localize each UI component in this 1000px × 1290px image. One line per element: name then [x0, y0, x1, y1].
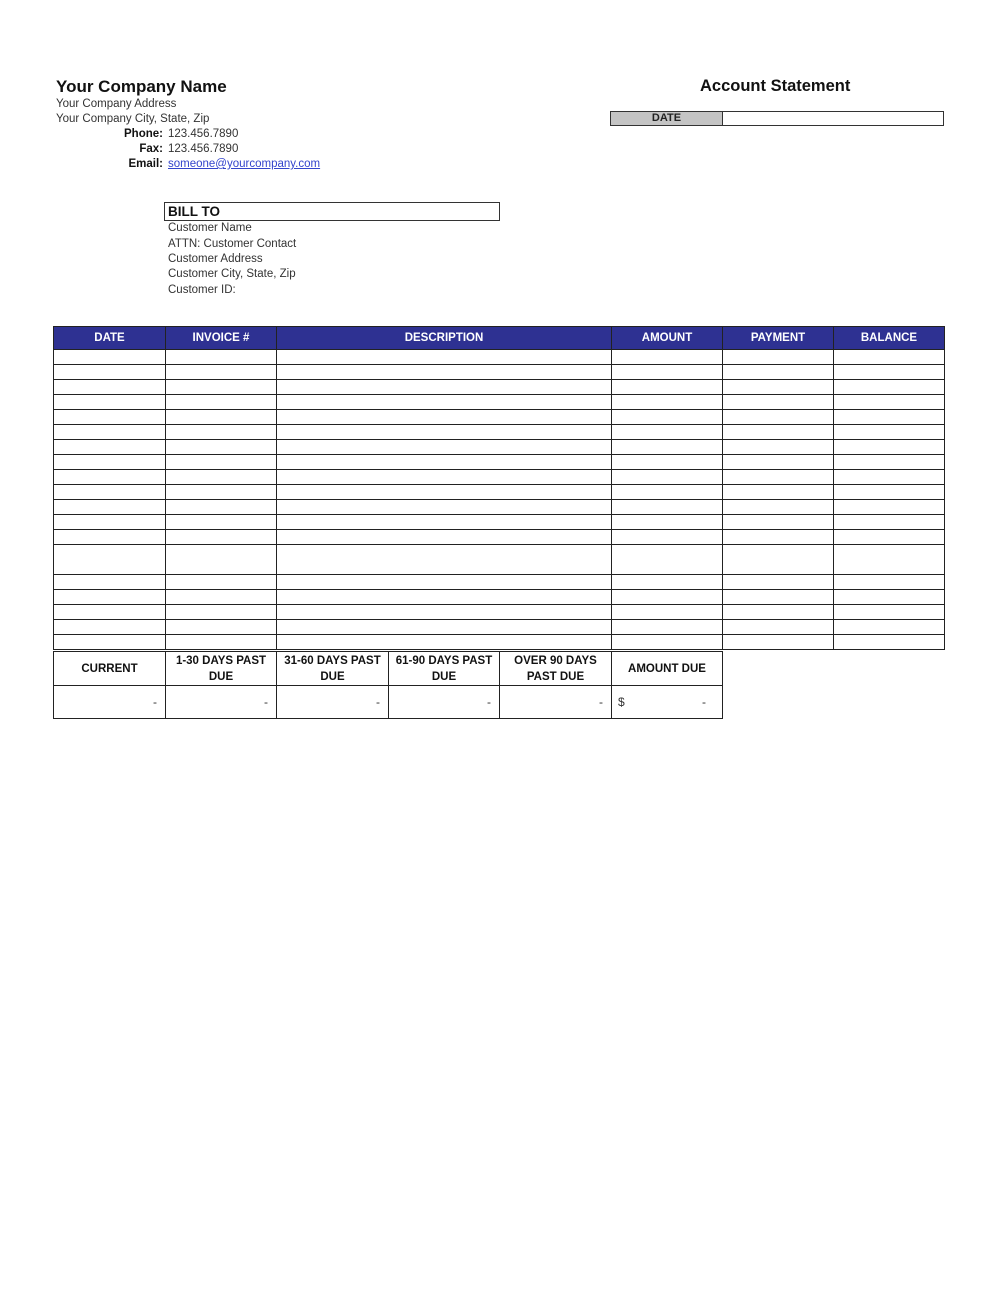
table-cell[interactable]: [54, 425, 166, 440]
table-cell[interactable]: [277, 530, 612, 545]
table-cell[interactable]: [166, 440, 277, 455]
table-cell[interactable]: [723, 530, 834, 545]
table-cell[interactable]: [834, 485, 945, 500]
table-row: [54, 365, 945, 380]
table-header-row: [54, 327, 945, 350]
aging-31-60-label: 31-60 DAYS PAST DUE: [277, 652, 389, 686]
table-cell[interactable]: [834, 620, 945, 635]
table-cell[interactable]: [166, 470, 277, 485]
table-row: [54, 455, 945, 470]
table-cell[interactable]: [166, 545, 277, 575]
table-cell[interactable]: [834, 500, 945, 515]
table-cell[interactable]: [166, 605, 277, 620]
table-cell[interactable]: [277, 575, 612, 590]
date-input[interactable]: [723, 112, 943, 125]
aging-31-60-value[interactable]: -: [277, 686, 389, 719]
amount-due-label: AMOUNT DUE: [612, 652, 723, 686]
table-row: [54, 410, 945, 425]
table-cell[interactable]: [166, 380, 277, 395]
email-label: Email:: [128, 158, 163, 170]
table-cell[interactable]: [277, 425, 612, 440]
table-cell[interactable]: [612, 350, 723, 365]
table-cell[interactable]: [54, 470, 166, 485]
table-cell[interactable]: [54, 350, 166, 365]
company-name: Your Company Name: [56, 77, 227, 96]
col-invoice: INVOICE #: [166, 327, 277, 350]
table-cell[interactable]: [54, 575, 166, 590]
table-cell[interactable]: [277, 545, 612, 575]
table-cell[interactable]: [54, 605, 166, 620]
table-cell[interactable]: [277, 395, 612, 410]
email-link[interactable]: someone@yourcompany.com: [168, 158, 321, 170]
table-cell[interactable]: [834, 515, 945, 530]
table-cell[interactable]: [834, 530, 945, 545]
table-cell[interactable]: [723, 425, 834, 440]
aging-header-row: [54, 652, 723, 686]
amount-due-amount: -: [702, 695, 706, 709]
table-cell[interactable]: [166, 365, 277, 380]
table-cell[interactable]: [612, 470, 723, 485]
table-row: [54, 485, 945, 500]
table-cell[interactable]: [277, 380, 612, 395]
table-cell[interactable]: [612, 440, 723, 455]
table-cell[interactable]: [612, 500, 723, 515]
table-cell[interactable]: [834, 455, 945, 470]
phone-label: Phone:: [124, 128, 163, 140]
customer-address: Customer Address: [168, 253, 263, 265]
table-cell[interactable]: [277, 485, 612, 500]
table-cell[interactable]: [723, 350, 834, 365]
col-description: DESCRIPTION: [277, 327, 612, 350]
table-row: [54, 470, 945, 485]
table-cell[interactable]: [723, 470, 834, 485]
table-cell[interactable]: [723, 605, 834, 620]
table-cell[interactable]: [54, 365, 166, 380]
table-cell[interactable]: [834, 425, 945, 440]
table-row: [54, 575, 945, 590]
col-balance: BALANCE: [834, 327, 945, 350]
table-cell[interactable]: [277, 410, 612, 425]
table-row: [54, 380, 945, 395]
table-cell[interactable]: [723, 365, 834, 380]
fax-label: Fax:: [139, 143, 163, 155]
table-cell[interactable]: [723, 500, 834, 515]
table-cell[interactable]: [54, 590, 166, 605]
table-cell[interactable]: [277, 350, 612, 365]
table-cell[interactable]: [612, 485, 723, 500]
table-cell[interactable]: [166, 575, 277, 590]
table-cell[interactable]: [277, 440, 612, 455]
table-cell[interactable]: [834, 605, 945, 620]
table-cell[interactable]: [54, 545, 166, 575]
table-cell[interactable]: [166, 455, 277, 470]
table-cell[interactable]: [834, 545, 945, 575]
date-label: DATE: [611, 112, 723, 125]
table-cell[interactable]: [166, 635, 277, 650]
company-address: Your Company Address: [56, 98, 177, 110]
customer-contact: ATTN: Customer Contact: [168, 238, 297, 250]
table-cell[interactable]: [612, 425, 723, 440]
table-cell[interactable]: [54, 485, 166, 500]
statement-date-box: [610, 111, 944, 126]
table-cell[interactable]: [612, 395, 723, 410]
table-cell[interactable]: [166, 590, 277, 605]
table-cell[interactable]: [723, 620, 834, 635]
table-cell[interactable]: [166, 620, 277, 635]
table-cell[interactable]: [54, 620, 166, 635]
table-cell[interactable]: [834, 395, 945, 410]
statement-title: Account Statement: [700, 77, 851, 95]
table-cell[interactable]: [277, 455, 612, 470]
table-cell[interactable]: [612, 530, 723, 545]
customer-id: Customer ID:: [168, 284, 236, 296]
table-cell[interactable]: [277, 470, 612, 485]
table-cell[interactable]: [612, 605, 723, 620]
table-cell[interactable]: [166, 500, 277, 515]
bill-to-header: BILL TO: [164, 202, 500, 221]
table-row: [54, 395, 945, 410]
aging-summary-table: [53, 651, 723, 719]
table-cell[interactable]: [723, 575, 834, 590]
table-cell[interactable]: [54, 440, 166, 455]
table-cell[interactable]: [612, 380, 723, 395]
table-cell[interactable]: [723, 455, 834, 470]
phone-value: 123.456.7890: [168, 128, 239, 140]
table-row: [54, 530, 945, 545]
table-cell[interactable]: [166, 350, 277, 365]
table-cell[interactable]: [277, 365, 612, 380]
table-row: [54, 500, 945, 515]
amount-due-value[interactable]: [612, 686, 723, 719]
table-cell[interactable]: [54, 530, 166, 545]
table-cell[interactable]: [277, 635, 612, 650]
table-row: [54, 425, 945, 440]
table-cell[interactable]: [612, 635, 723, 650]
table-cell[interactable]: [723, 635, 834, 650]
table-row: [54, 605, 945, 620]
table-cell[interactable]: [834, 350, 945, 365]
table-cell[interactable]: [612, 455, 723, 470]
table-cell[interactable]: [834, 590, 945, 605]
table-cell[interactable]: [723, 515, 834, 530]
company-city-state-zip: Your Company City, State, Zip: [56, 113, 210, 125]
table-row: [54, 635, 945, 650]
transactions-table: [53, 326, 945, 650]
table-cell[interactable]: [54, 455, 166, 470]
table-row: [54, 620, 945, 635]
table-cell[interactable]: [834, 365, 945, 380]
table-row: [54, 590, 945, 605]
table-cell[interactable]: [723, 395, 834, 410]
aging-current-label: CURRENT: [54, 652, 166, 686]
table-cell[interactable]: [166, 515, 277, 530]
table-cell[interactable]: [834, 635, 945, 650]
table-cell[interactable]: [834, 470, 945, 485]
customer-city-state-zip: Customer City, State, Zip: [168, 268, 296, 280]
table-cell[interactable]: [723, 590, 834, 605]
aging-61-90-value[interactable]: -: [389, 686, 500, 719]
fax-value: 123.456.7890: [168, 143, 239, 155]
table-row: [54, 545, 945, 575]
table-cell[interactable]: [723, 440, 834, 455]
table-cell[interactable]: [166, 395, 277, 410]
table-cell[interactable]: [54, 515, 166, 530]
table-cell[interactable]: [54, 410, 166, 425]
table-cell[interactable]: [277, 620, 612, 635]
table-cell[interactable]: [723, 380, 834, 395]
table-cell[interactable]: [723, 410, 834, 425]
table-cell[interactable]: [54, 380, 166, 395]
table-cell[interactable]: [54, 395, 166, 410]
customer-name: Customer Name: [168, 222, 252, 234]
table-cell[interactable]: [277, 590, 612, 605]
table-cell[interactable]: [166, 485, 277, 500]
table-cell[interactable]: [166, 425, 277, 440]
table-cell[interactable]: [612, 575, 723, 590]
table-cell[interactable]: [612, 365, 723, 380]
col-date: DATE: [54, 327, 166, 350]
table-cell[interactable]: [612, 515, 723, 530]
table-row: [54, 350, 945, 365]
aging-over-90-label: OVER 90 DAYS PAST DUE: [500, 652, 612, 686]
table-cell[interactable]: [834, 380, 945, 395]
aging-61-90-label: 61-90 DAYS PAST DUE: [389, 652, 500, 686]
table-cell[interactable]: [723, 545, 834, 575]
aging-1-30-value[interactable]: -: [166, 686, 277, 719]
table-cell[interactable]: [612, 620, 723, 635]
table-cell[interactable]: [277, 500, 612, 515]
table-row: [54, 440, 945, 455]
table-cell[interactable]: [834, 440, 945, 455]
table-cell[interactable]: [166, 530, 277, 545]
table-cell[interactable]: [54, 635, 166, 650]
col-amount: AMOUNT: [612, 327, 723, 350]
table-cell[interactable]: [612, 410, 723, 425]
aging-1-30-label: 1-30 DAYS PAST DUE: [166, 652, 277, 686]
col-payment: PAYMENT: [723, 327, 834, 350]
table-row: [54, 515, 945, 530]
table-cell[interactable]: [166, 410, 277, 425]
table-cell[interactable]: [834, 410, 945, 425]
aging-value-row: [54, 686, 723, 719]
table-cell[interactable]: [277, 515, 612, 530]
aging-current-value[interactable]: -: [54, 686, 166, 719]
table-cell[interactable]: [277, 605, 612, 620]
aging-over-90-value[interactable]: -: [500, 686, 612, 719]
table-cell[interactable]: [54, 500, 166, 515]
currency-symbol: $: [618, 695, 625, 709]
table-body: [54, 350, 945, 650]
table-cell[interactable]: [612, 545, 723, 575]
table-cell[interactable]: [723, 485, 834, 500]
table-cell[interactable]: [612, 590, 723, 605]
table-cell[interactable]: [834, 575, 945, 590]
